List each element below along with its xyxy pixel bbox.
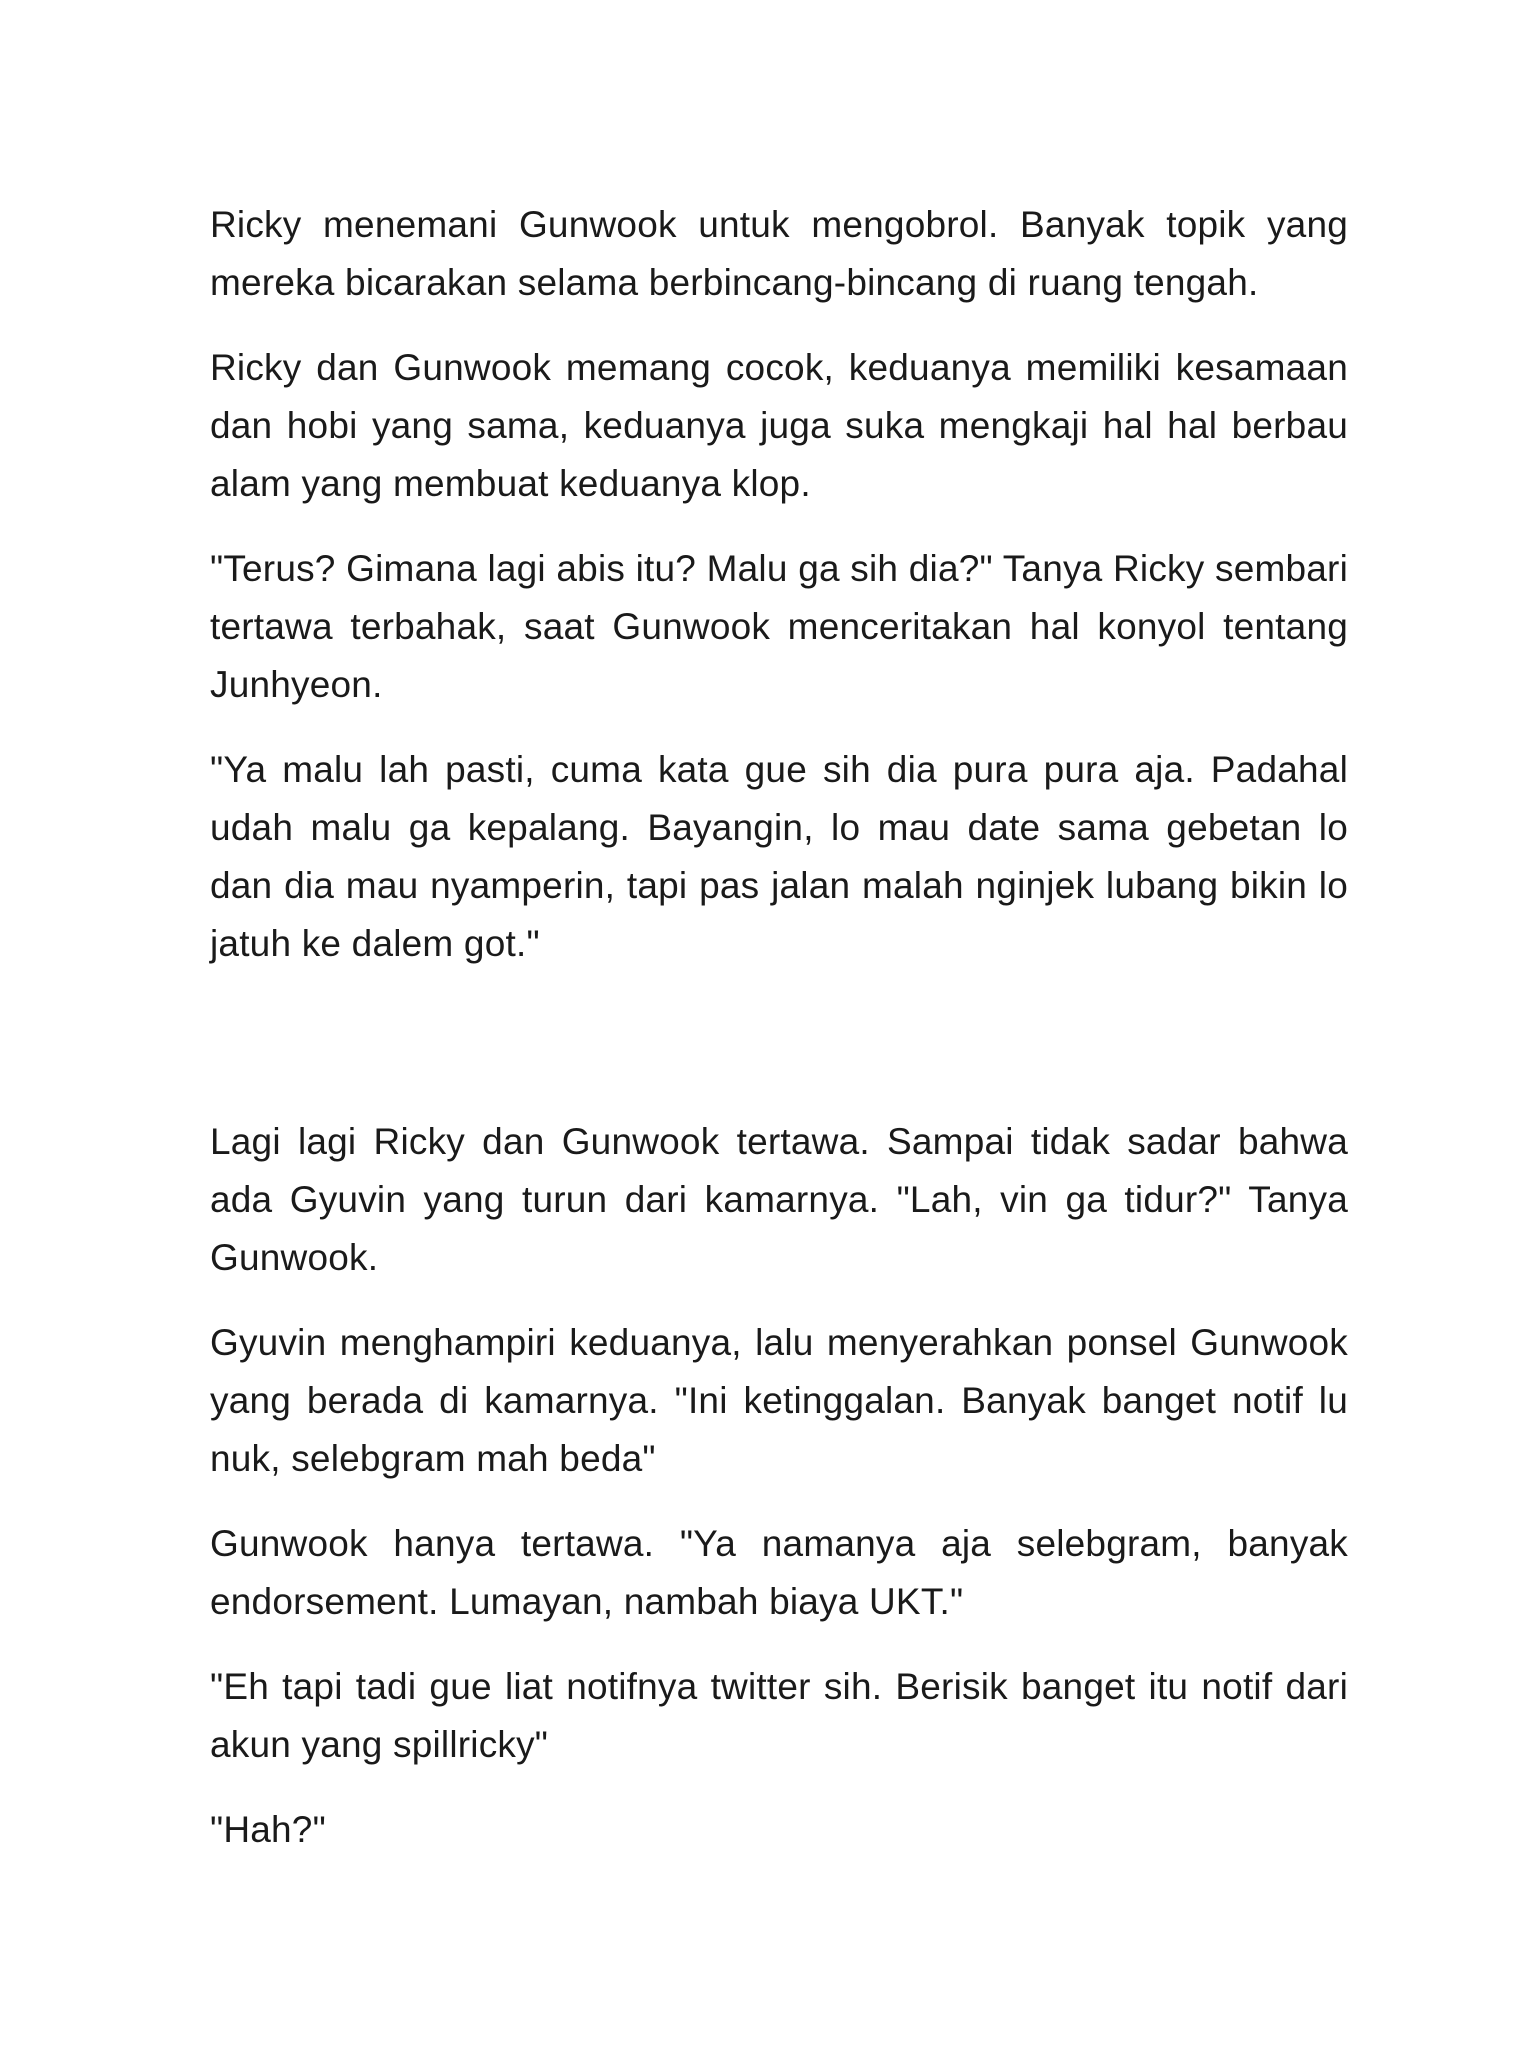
paragraph-2: Ricky dan Gunwook memang cocok, keduanya memiliki kesamaan dan hobi yang sama, keduanya juga suka mengkaji hal hal berbau alam yang membuat keduanya klop.: [210, 347, 1348, 504]
paragraph-1: Ricky menemani Gunwook untuk mengobrol. Banyak topik yang mereka bicarakan selama berbincang-bincang di ruang tengah.: [210, 204, 1348, 303]
paragraph-5: Lagi lagi Ricky dan Gunwook tertawa. Sampai tidak sadar bahwa ada Gyuvin yang turun dari kamarnya. "Lah, vin ga tidur?" Tanya Gunwook.: [210, 1121, 1348, 1278]
paragraph-6: Gyuvin menghampiri keduanya, lalu menyerahkan ponsel Gunwook yang berada di kamarnya. "Ini ketinggalan. Banyak banget notif lu nuk, selebgram mah beda": [210, 1322, 1348, 1479]
paragraph-4: "Ya malu lah pasti, cuma kata gue sih dia pura pura aja. Padahal udah malu ga kepalang. Bayangin, lo mau date sama gebetan lo dan dia mau nyamperin, tapi pas jalan malah nginjek lubang bikin lo jatuh ke dalem got.": [210, 749, 1348, 964]
section-break: [210, 1000, 1348, 1113]
paragraph-7: Gunwook hanya tertawa. "Ya namanya aja selebgram, banyak endorsement. Lumayan, nambah biaya UKT.": [210, 1523, 1348, 1622]
paragraph-9: "Hah?": [210, 1809, 326, 1850]
text-column: [210, 196, 1348, 1886]
paragraph-3: "Terus? Gimana lagi abis itu? Malu ga sih dia?" Tanya Ricky sembari tertawa terbahak, saat Gunwook menceritakan hal konyol tentang Junhyeon.: [210, 548, 1348, 705]
paragraph-8: "Eh tapi tadi gue liat notifnya twitter sih. Berisik banget itu notif dari akun yang spillricky": [210, 1666, 1348, 1765]
